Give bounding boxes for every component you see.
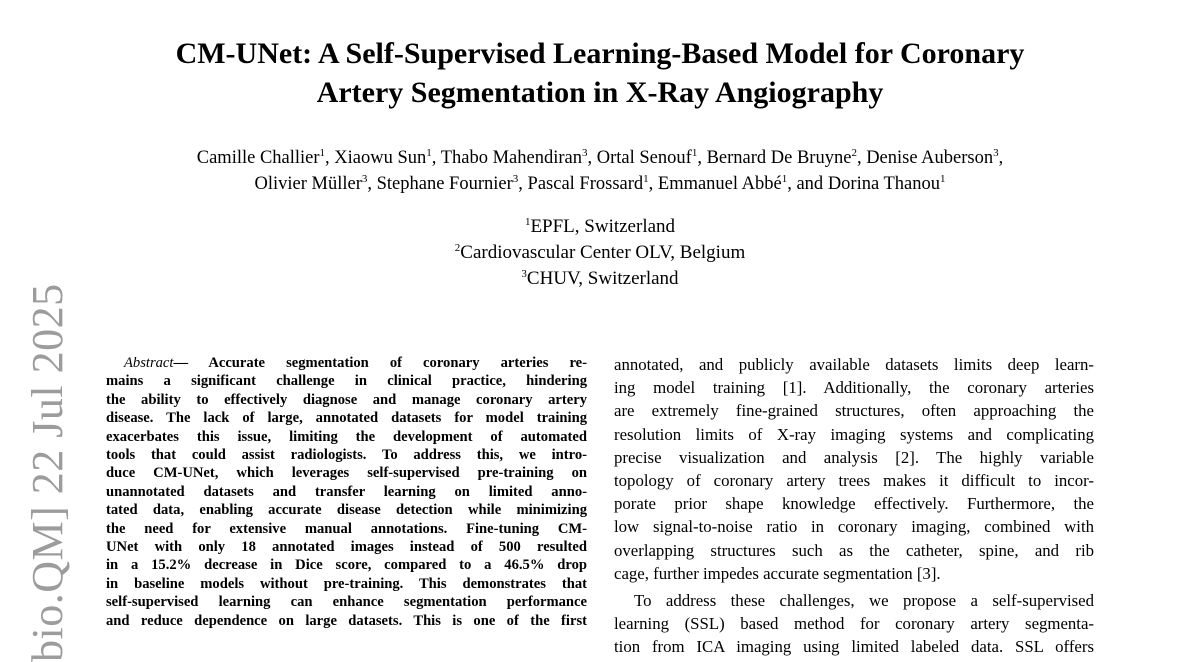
author-affil-sup: 2 [851,147,857,159]
abstract-line: self-supervised learning can enhance segmentation performance [106,594,587,611]
abstract-line-text: — Accurate segmentation of coronary arteries re- [173,355,587,371]
author-affil-sup: 3 [993,147,999,159]
body-line: overlapping structures such as the catheter, spine, and rib [614,540,1094,560]
abstract [106,354,587,630]
body-line: cage, further impedes accurate segmentation [3]. [614,563,941,583]
body-line: precise visualization and analysis [2]. The highly variable [614,447,1094,467]
author-affil-sup: 1 [643,173,649,185]
abstract-line: unannotated datasets and transfer learning on limited anno- [106,483,587,500]
body-line: learning (SSL) based method for coronary artery segmenta- [614,614,1094,634]
author-name: Ortal Senouf [596,148,692,168]
author-name: Dorina Thanou [827,174,940,194]
abstract-line: and reduce dependence on large datasets. This is one of the first [106,612,587,629]
abstract-line: disease. The lack of large, annotated datasets for model training [106,410,587,427]
abstract-line: mains a significant challenge in clinical practice, hindering [106,373,587,390]
author-affil-sup: 3 [361,173,368,185]
author-name: Emmanuel Abbé [657,174,782,194]
abstract-line: exacerbates this issue, limiting the development of automated [106,428,587,445]
author-name: Olivier Müller [254,174,362,194]
author-affil-sup: 1 [691,147,698,159]
paper-title [100,34,1100,112]
affiliation-sup: 3 [521,268,527,280]
abstract-line [106,354,587,372]
author-name: Stephane Fournier [376,174,513,194]
body-line: tion from ICA imaging using limited labeled data. SSL offers [614,637,1094,657]
body-line: ing model training [1]. Additionally, the coronary arteries [614,378,1094,398]
affiliation-list [300,214,900,292]
abstract-line: UNet with only 18 annotated images instead of 500 resulted [106,539,587,556]
affiliation [300,266,900,292]
affiliation-sup: 1 [524,216,531,228]
abstract-line: tated data, enabling accurate disease detection while minimizing [106,502,587,519]
author-name: Bernard De Bruyne [706,148,852,168]
author-affil-sup: 3 [582,147,588,159]
abstract-line: in baseline models without pre-training. This demonstrates that [106,575,587,592]
body-column-right [614,353,1094,659]
author-name: Thabo Mahendiran [440,148,582,168]
body-line: porate prior shape knowledge effectively. Furthermore, the [614,494,1094,514]
author-name: Denise Auberson [866,148,994,168]
abstract-line: duce CM-UNet, which leverages self-supervised pre-training on [106,465,587,482]
author-affil-sup: 1 [781,173,788,185]
abstract-line: tools that could assist radiologists. To address this, we intro- [106,447,587,464]
author-affil-sup: 1 [319,147,326,159]
affiliation-name: CHUV, Switzerland [526,268,679,289]
affiliation [300,214,900,240]
body-line: topology of coronary artery trees makes it difficult to incor- [614,471,1094,491]
author-affil-sup: 1 [940,173,946,185]
abstract-line: in a 15.2% decrease in Dice score, compared to a 46.5% drop [106,557,587,574]
author-name: Pascal Frossard [527,174,644,194]
body-line: resolution limits of X-ray imaging systems and complicating [614,424,1094,444]
author-line: Olivier Müller$^3$, Stephane Fournier$^3$, Pascal Frossard$^1$, Emmanuel Abbé$^1$, and Dorina Thanou$^1$ [254,173,946,194]
author-line: Camille Challier$^1$, Xiaowu Sun$^1$, Thabo Mahendiran$^3$, Ortal Senouf$^1$, Bernard De Bruyne$^2$, Denise Auberson$^3$, [196,147,1004,168]
author-affil-sup: 1 [426,147,432,159]
affiliation-name: EPFL, Switzerland [530,216,676,237]
affiliation [300,240,900,266]
abstract-label: Abstract [124,355,174,371]
abstract-line: the ability to effectively diagnose and manage coronary artery [106,391,587,408]
title-line: Artery Segmentation in X-Ray Angiography [316,76,884,109]
body-line: low signal-to-noise ratio in coronary imaging, combined with [614,517,1094,537]
author-affil-sup: 3 [512,173,519,185]
body-line: annotated, and publicly available datasets limits deep learn- [614,355,1094,374]
abstract-line: the need for extensive manual annotations. Fine-tuning CM- [106,520,587,537]
author-name: Xiaowu Sun [334,148,427,168]
body-line: To address these challenges, we propose a self-supervised [634,591,1094,611]
affiliation-name: Cardiovascular Center OLV, Belgium [460,242,746,263]
affiliation-sup: 2 [454,242,461,254]
author-name: Camille Challier [196,148,320,168]
author-list [80,145,1120,197]
title-line: CM-UNet: A Self-Supervised Learning-Based Model for Coronary [175,37,1025,70]
body-line: are extremely fine-grained structures, often approaching the [614,401,1094,421]
arxiv-side-stamp: bio.QM] 22 Jul 2025 [23,283,72,662]
